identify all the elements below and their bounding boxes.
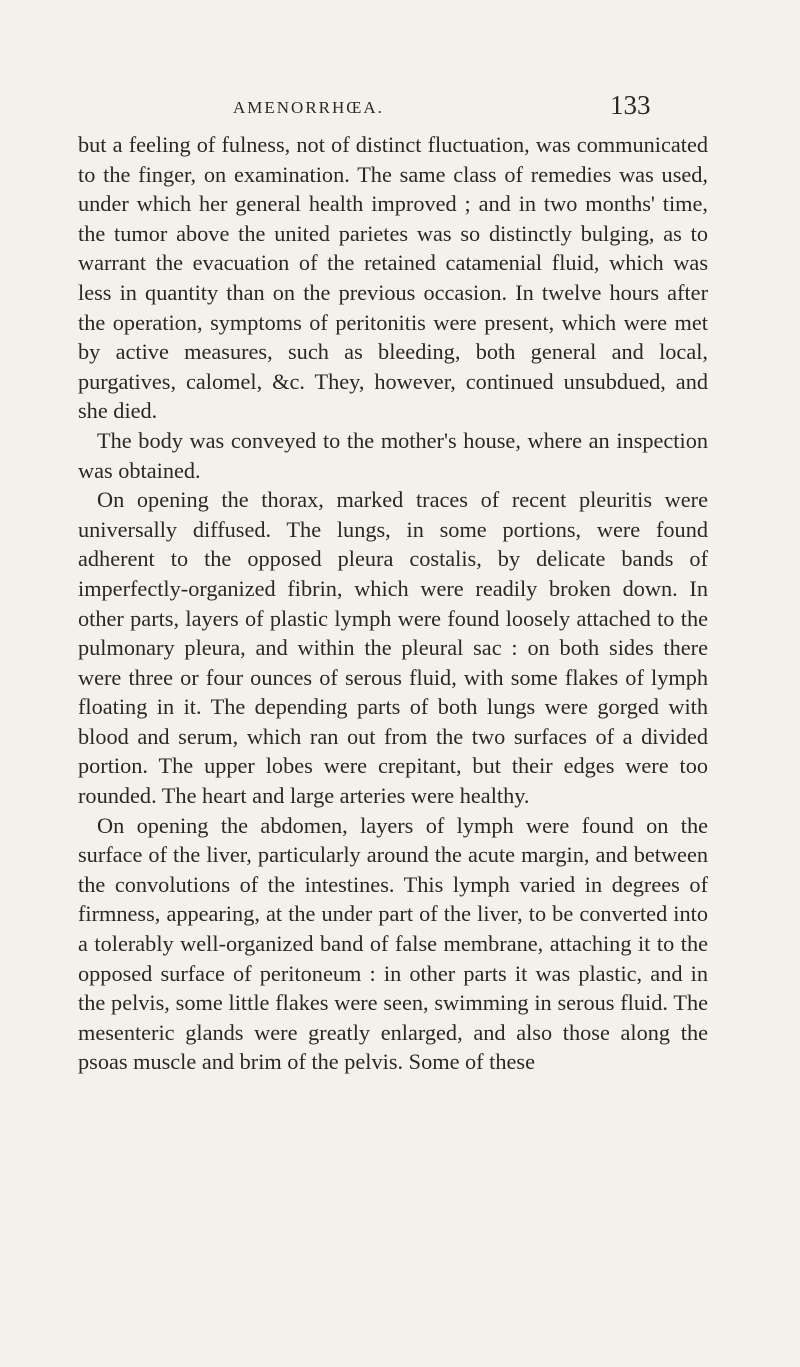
paragraph-continuation: but a feeling of fulness, not of distinct fluctuation, was communicated to the finger, on examination. The same class of remedies was used, under which her general health improved ; and in two months' time, the tumor above the united parietes was so distinctly bulging, as to warrant the evacuation of the retained catamenial fluid, which was less in quantity than on the previous occasion. In twelve hours after the operation, symptoms of peritonitis were present, which were met by active measures, such as bleeding, both general and local, purgatives, calomel, &c. They, however, continued unsubdued, and she died.: [78, 132, 708, 424]
paragraph-body-conveyed: The body was conveyed to the mother's house, where an inspection was obtained.: [78, 427, 708, 483]
page-body: [78, 130, 708, 1077]
paragraph-abdomen: On opening the abdomen, layers of lymph were found on the surface of the liver, particularly around the acute margin, and between the convolutions of the intestines. This lymph varied in degrees of firmness, appearing, at the under part of the liver, to be converted into a tolerably well-organized band of false membrane, attaching it to the opposed surface of peritoneum : in other parts it was plastic, and in the pelvis, some little flakes were seen, swimming in serous fluid. The mesenteric glands were greatly enlarged, and also those along the psoas muscle and brim of the pelvis. Some of these: [78, 812, 708, 1075]
page-header: [0, 86, 800, 126]
paragraph-thorax: On opening the thorax, marked traces of recent pleuritis were universally diffused. The lungs, in some portions, were found adherent to the opposed pleura costalis, by delicate bands of imperfectly-organized fibrin, which were readily broken down. In other parts, layers of plastic lymph were found loosely attached to the pulmonary pleura, and within the pleural sac : on both sides there were three or four ounces of serous fluid, with some flakes of lymph floating in it. The depending parts of both lungs were gorged with blood and serum, which ran out from the two surfaces of a divided portion. The upper lobes were crepitant, but their edges were too rounded. The heart and large arteries were healthy.: [78, 487, 708, 809]
running-head: AMENORRHŒA.: [233, 98, 384, 117]
page-number: 133: [610, 90, 651, 120]
